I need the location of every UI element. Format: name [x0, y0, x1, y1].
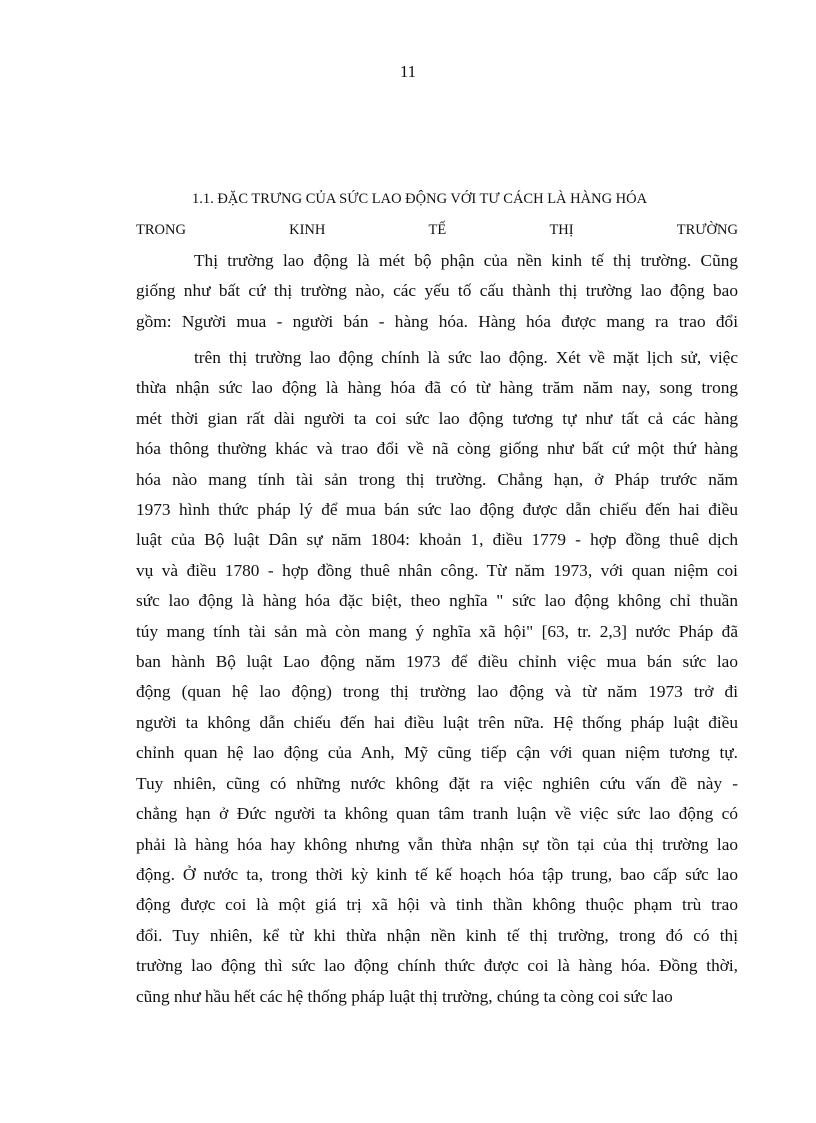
paragraph-line: người ta không dẫn chiếu đến hai điều luật trên nữa. Hệ thống pháp luật điều	[136, 712, 738, 732]
paragraph-1	[136, 246, 738, 337]
paragraph-line: ban hành Bộ luật Lao động năm 1973 để điều chỉnh việc mua bán sức lao	[136, 652, 738, 672]
paragraph-line: sức lao động là hàng hóa đặc biệt, theo nghĩa " sức lao động không chỉ thuần	[136, 591, 738, 611]
heading-word: TRƯỜNG	[676, 222, 738, 238]
paragraph-line: động được coi là một giá trị xã hội và tinh thần không thuộc phạm trù trao	[136, 895, 738, 915]
heading-word: KINH	[289, 222, 326, 238]
paragraph-line: hóa thông thường khác và trao đổi về nã còng giống như bất cứ một thứ hàng	[136, 439, 738, 459]
paragraph-line: Thị trường lao động là mét bộ phận của nền kinh tế thị trường. Cũng	[194, 251, 738, 270]
paragraph-line: hóa nào mang tính tài sản trong thị trường. Chẳng hạn, ở Pháp trước năm	[136, 469, 738, 489]
paragraph-line: luật của Bộ luật Dân sự năm 1804: khoản 1, điều 1779 - hợp đồng thuê dịch	[136, 530, 738, 550]
paragraph-line: động. Ở nước ta, trong thời kỳ kinh tế kế hoạch hóa tập trung, bao cấp sức lao	[136, 864, 738, 884]
paragraph-line: túy mang tính tài sản mà còn mang ý nghĩa xã hội" [63, tr. 2,3] nước Pháp đã	[136, 621, 738, 641]
heading-word: THỊ	[549, 222, 574, 238]
paragraph-line: chẳng hạn ở Đức người ta không quan tâm tranh luận về việc sức lao động có	[136, 804, 738, 824]
paragraph-line: gồm: Người mua - người bán - hàng hóa. Hàng hóa được mang ra trao đổi	[136, 311, 738, 331]
paragraph-line: 1973 hình thức pháp lý để mua bán sức lao động được dẫn chiếu đến hai điều	[136, 500, 738, 520]
paragraph-line: chỉnh quan hệ lao động của Anh, Mỹ cũng tiếp cận với quan niệm tương tự.	[136, 743, 738, 763]
paragraph-line: cũng như hầu hết các hệ thống pháp luật thị trường, chúng ta còng coi sức lao	[136, 986, 673, 1006]
paragraph-line: Tuy nhiên, cũng có những nước không đặt ra việc nghiên cứu vấn đề này -	[136, 773, 738, 793]
heading-word: TẾ	[428, 222, 447, 238]
page-number: 11	[399, 62, 417, 81]
section-heading-line2	[136, 215, 738, 246]
paragraph-line: vụ và điều 1780 - hợp đồng thuê nhân công. Từ năm 1973, với quan niệm coi	[136, 560, 738, 580]
heading-word: TRONG	[136, 222, 186, 238]
section-heading-line1: 1.1. ĐẶC TRƯNG CỦA SỨC LAO ĐỘNG VỚI TƯ CÁCH LÀ HÀNG HÓA	[192, 191, 648, 207]
paragraph-line: mét thời gian rất dài người ta coi sức lao động tương tự như tất cả các hàng	[136, 408, 738, 428]
paragraph-line: trên thị trường lao động chính là sức lao động. Xét về mặt lịch sử, việc	[194, 348, 738, 367]
paragraph-line: động (quan hệ lao động) trong thị trường lao động và từ năm 1973 trở đi	[136, 682, 738, 702]
paragraph-line: đổi. Tuy nhiên, kể từ khi thừa nhận nền kinh tế thị trường, trong đó có thị	[136, 925, 738, 945]
paragraph-line: thừa nhận sức lao động là hàng hóa đã có từ hàng trăm năm nay, song trong	[136, 378, 738, 398]
paragraph-2	[136, 343, 738, 1012]
paragraph-line: trường lao động thì sức lao động chính thức được coi là hàng hóa. Đồng thời,	[136, 956, 738, 976]
section-heading	[136, 184, 738, 246]
paragraph-line: giống như bất cứ thị trường nào, các yếu tố cấu thành thị trường lao động bao	[136, 281, 738, 301]
paragraph-line: phải là hàng hóa hay không nhưng vẫn thừa nhận sự tồn tại của thị trường lao	[136, 834, 738, 854]
